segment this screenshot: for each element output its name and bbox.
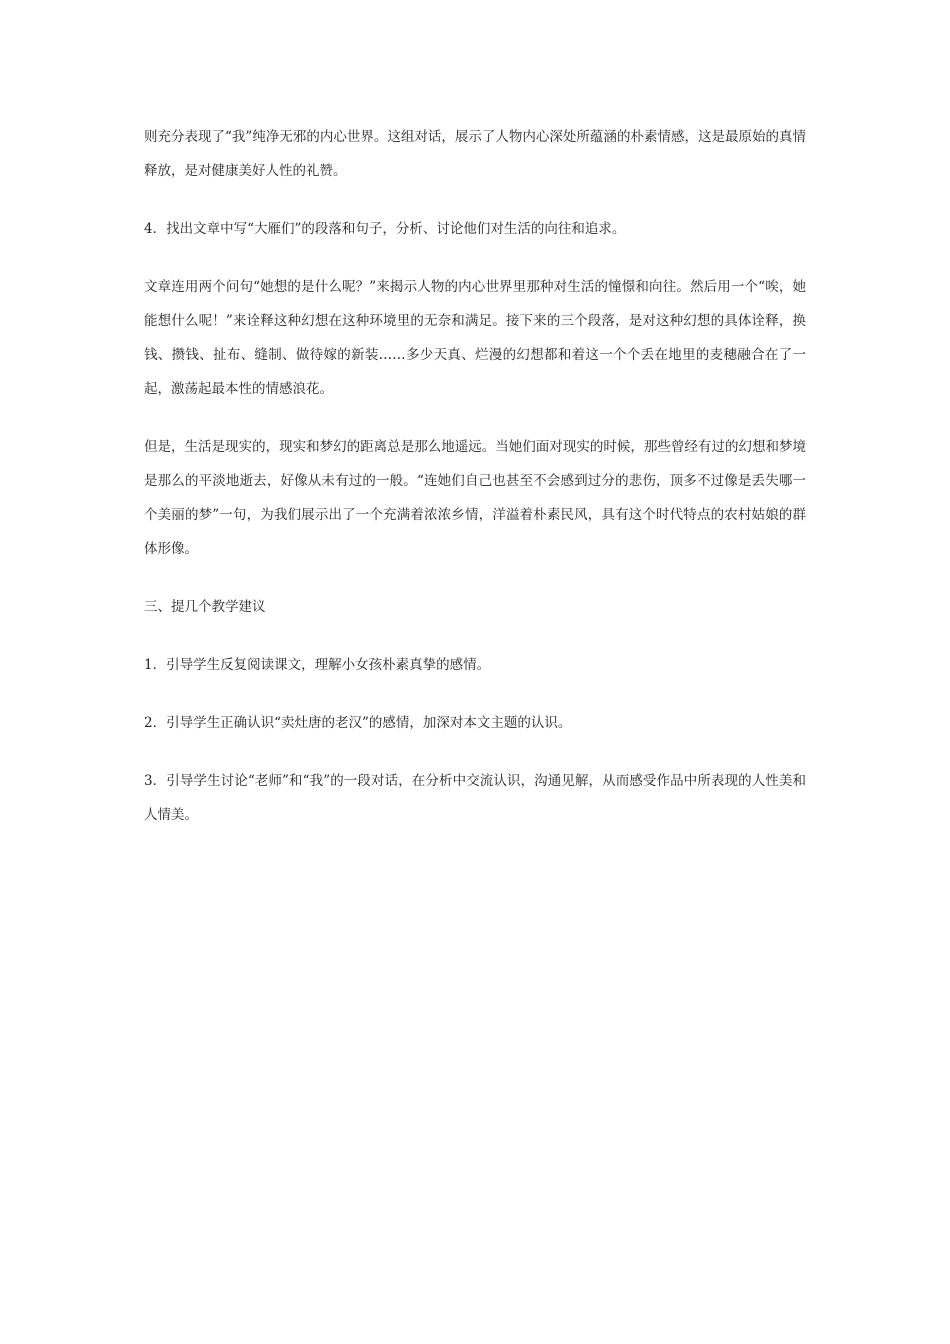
document-body (144, 120, 806, 856)
paragraph-3: 文章连用两个问句“她想的是什么呢？”来揭示人物的内心世界里那种对生活的憧憬和向往。然后用一个“唉，她能想什么呢！”来诠释这种幻想在这种环境里的无奈和满足。接下来的三个段落，是对这种幻想的具体诠释，换钱、攒钱、扯布、缝制、做待嫁的新装……多少天真、烂漫的幻想都和着这一个个丢在地里的麦穗融合在了一起，激荡起最本性的情感浪花。 (144, 279, 806, 397)
suggestion-3: 3．引导学生讨论“老师”和“我”的一段对话，在分析中交流认识，沟通见解，从而感受作品中所表现的人性美和人情美。 (144, 773, 806, 823)
suggestion-2: 2．引导学生正确认识“卖灶唐的老汉”的感情，加深对本文主题的认识。 (144, 715, 572, 731)
paragraph-1: 则充分表现了“我”纯净无邪的内心世界。这组对话，展示了人物内心深处所蕴涵的朴素情感，这是最原始的真情释放，是对健康美好人性的礼赞。 (144, 129, 806, 179)
paragraph-4: 但是，生活是现实的，现实和梦幻的距离总是那么地遥远。当她们面对现实的时候，那些曾经有过的幻想和梦境是那么的平淡地逝去，好像从未有过的一般。“连她们自己也甚至不会感到过分的悲伤，顶多不过像是丢失哪一个美丽的梦”一句，为我们展示出了一个充满着浓浓乡情，洋溢着朴素民风，具有这个时代特点的农村姑娘的群体形像。 (144, 439, 806, 557)
suggestion-1: 1．引导学生反复阅读课文，理解小女孩朴素真挚的感情。 (144, 657, 491, 673)
paragraph-2: 4．找出文章中写“大雁们”的段落和句子，分析、讨论他们对生活的向往和追求。 (144, 221, 626, 237)
section-heading: 三、提几个教学建议 (144, 599, 266, 615)
